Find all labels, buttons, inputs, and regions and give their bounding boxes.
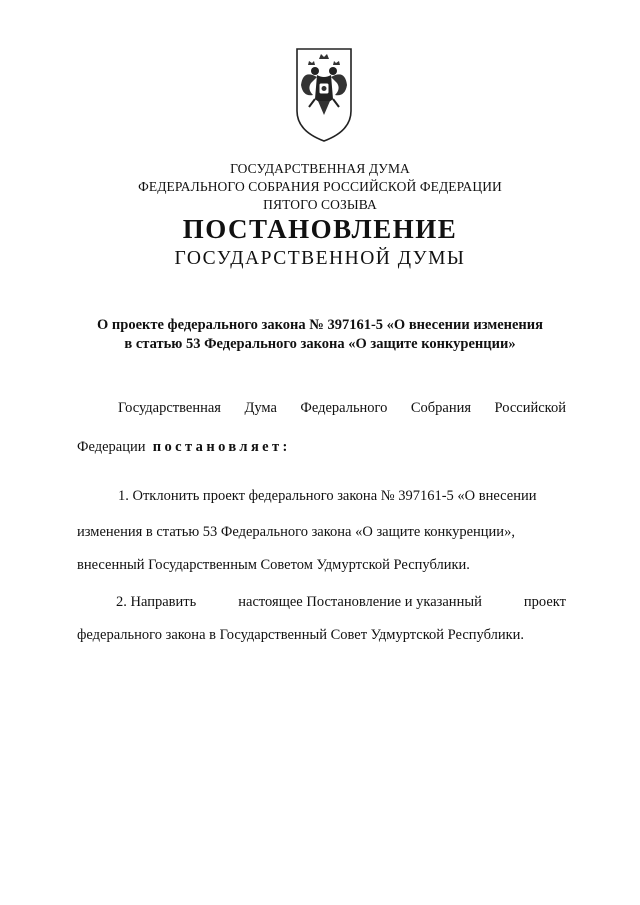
item2-word-3: проект xyxy=(523,594,566,610)
item1-line-2: изменения в статью 53 Федерального закона «О защите конкуренции», xyxy=(77,524,515,540)
item1-line-1: 1. Отклонить проект федерального закона № 397161-5 «О внесении xyxy=(118,488,537,504)
subject-line-2: в статью 53 Федерального закона «О защите конкуренции» xyxy=(124,336,516,352)
document-subtitle: ГОСУДАРСТВЕННОЙ ДУМЫ xyxy=(174,248,466,269)
preamble-line-1 xyxy=(77,400,566,417)
subject-line-1: О проекте федерального закона № 397161-5 «О внесении изменения xyxy=(97,317,543,333)
issuer-header xyxy=(0,160,640,214)
russian-coat-of-arms-icon xyxy=(293,45,355,145)
preamble-word-2: Дума xyxy=(244,400,277,416)
header-line-1: ГОСУДАРСТВЕННАЯ ДУМА xyxy=(230,161,410,176)
preamble-word-1: Государственная xyxy=(118,400,221,416)
preamble-word-5: Российской xyxy=(494,400,566,416)
preamble-line-2 xyxy=(77,439,566,456)
preamble-resolves: постановляет: xyxy=(152,439,291,455)
header-line-3: ПЯТОГО СОЗЫВА xyxy=(263,197,377,212)
item2-line-1 xyxy=(116,594,566,611)
header-line-2: ФЕДЕРАЛЬНОГО СОБРАНИЯ РОССИЙСКОЙ ФЕДЕРАЦИИ xyxy=(138,179,502,194)
preamble-word-4: Собрания xyxy=(410,400,472,416)
item1-line-3: внесенный Государственным Советом Удмуртской Республики. xyxy=(77,557,470,573)
document-title: ПОСТАНОВЛЕНИЕ xyxy=(182,214,458,244)
item2-word-2: настоящее Постановление и указанный xyxy=(238,594,482,610)
document-subject xyxy=(0,316,640,354)
preamble-federation: Федерации xyxy=(77,439,146,455)
item2-line-2: федерального закона в Государственный Совет Удмуртской Республики. xyxy=(77,627,525,643)
preamble-word-3: Федерального xyxy=(300,400,388,416)
item2-word-1: 2. Направить xyxy=(116,594,197,610)
